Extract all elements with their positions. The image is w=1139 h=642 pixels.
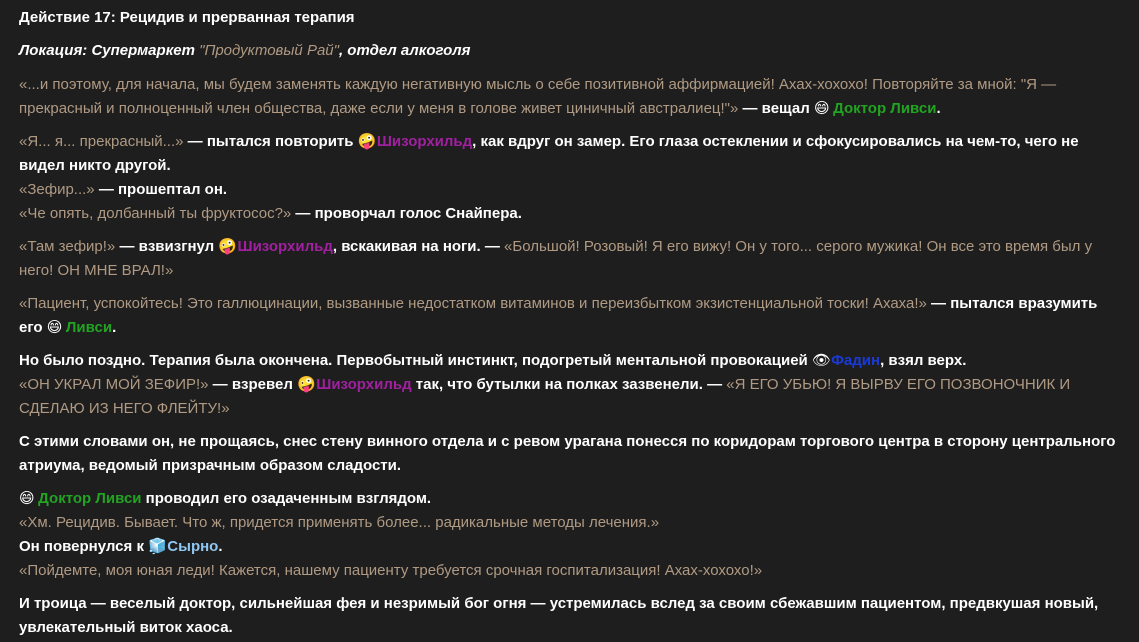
paragraph-4 bbox=[19, 292, 1125, 340]
location-label: Локация: Супермаркет bbox=[19, 42, 200, 59]
paragraph-7c bbox=[19, 535, 1125, 559]
zany-face-icon: 🤪 bbox=[357, 133, 377, 150]
narration: — пытался вразумить его bbox=[19, 295, 1098, 336]
narration: — взвизгнул bbox=[115, 238, 219, 255]
paragraph-5 bbox=[19, 349, 1125, 373]
eye-icon: 👁 bbox=[811, 352, 831, 369]
schizo-quote: «Большой! Розовый! Я его вижу! Он у того... серого мужика! Он все это время был у него! ОН МНЕ ВРАЛ!» bbox=[19, 238, 1093, 279]
narration: — вещал bbox=[738, 100, 814, 117]
schizo-quote: «Я... я... прекрасный...» bbox=[19, 133, 184, 150]
punct: . bbox=[218, 538, 223, 555]
ice-cube-icon: 🧊 bbox=[148, 538, 167, 555]
livsi-quote: «Пойдемте, моя юная леди! Кажется, нашему пациенту требуется срочная госпитализация! Ахах-хохохо!» bbox=[19, 562, 763, 579]
paragraph-3 bbox=[19, 235, 1125, 283]
name-fadin: Фадин bbox=[831, 352, 881, 369]
paragraph-1 bbox=[19, 73, 1125, 121]
chapter-title: Действие 17: Рецидив и прерванная терапия bbox=[19, 9, 355, 26]
narration: — пытался повторить bbox=[183, 133, 358, 150]
location-line bbox=[19, 39, 1125, 63]
narration: С этими словами он, не прощаясь, снес стену винного отдела и с ревом урагана понесся по коридорам торгового центра в сторону центрального атриума, ведомый призрачным образом сладости. bbox=[19, 433, 1116, 474]
name-livsi: Доктор Ливси bbox=[833, 100, 937, 117]
schizo-quote: «Там зефир!» bbox=[19, 238, 116, 255]
schizo-quote: «Я ЕГО УБЬЮ! Я ВЫРВУ ЕГО ПОЗВОНОЧНИК И СДЕЛАЮ ИЗ НЕГО ФЛЕЙТУ!» bbox=[19, 376, 1071, 417]
location-rest: , отдел алкоголя bbox=[338, 42, 471, 59]
paragraph-6 bbox=[19, 430, 1125, 478]
paragraph-8 bbox=[19, 592, 1125, 640]
narration: , взял верх. bbox=[880, 352, 967, 369]
location-place: "Продуктовый Рай" bbox=[199, 42, 339, 59]
narration: , вскакивая на ноги. — bbox=[332, 238, 505, 255]
livsi-quote: «Хм. Рецидив. Бывает. Что ж, придется применять более... радикальные методы лечения.» bbox=[19, 514, 660, 531]
narration: — прошептал он. bbox=[94, 181, 228, 198]
paragraph-7b bbox=[19, 511, 1125, 535]
name-livsi: Ливси bbox=[65, 319, 113, 336]
narration: , как вдруг он замер. Его глаза остеклении и сфокусировались на чем-то, чего не видел никто другой. bbox=[19, 133, 1079, 174]
sniper-quote: «Че опять, долбанный ты фруктосос?» bbox=[19, 205, 292, 222]
narration: так, что бутылки на полках зазвенели. — bbox=[411, 376, 727, 393]
narration: Он повернулся к bbox=[19, 538, 149, 555]
grin-icon: 😄 bbox=[19, 490, 35, 507]
narration: проводил его озадаченным взглядом. bbox=[141, 490, 432, 507]
name-schizo: Шизорхильд bbox=[376, 133, 473, 150]
name-schizo: Шизорхильд bbox=[237, 238, 333, 255]
schizo-quote: «Зефир...» bbox=[19, 181, 95, 198]
narration: Но было поздно. Терапия была окончена. Первобытный инстинкт, подогретый ментальной провокацией bbox=[19, 352, 812, 369]
livsi-quote: «...и поэтому, для начала, мы будем заменять каждую негативную мысль о себе позитивной аффирмацией! Ахах-хохохо! Повторяйте за мной: "Я — прекрасный и полноценный член общества, даже если у меня в голове живет циничный австралиец!"» bbox=[19, 76, 1057, 117]
paragraph-7d bbox=[19, 559, 1125, 583]
paragraph-7 bbox=[19, 487, 1125, 511]
punct: . bbox=[936, 100, 941, 117]
narration: — проворчал голос Снайпера. bbox=[291, 205, 522, 222]
zany-face-icon: 🤪 bbox=[297, 376, 316, 393]
zany-face-icon: 🤪 bbox=[218, 238, 238, 255]
name-schizo: Шизорхильд bbox=[316, 376, 412, 393]
name-syrno: Сырно bbox=[167, 538, 219, 555]
schizo-quote: «ОН УКРАЛ МОЙ ЗЕФИР!» bbox=[19, 376, 209, 393]
grin-icon: 😄 bbox=[46, 319, 63, 336]
narration: — взревел bbox=[208, 376, 298, 393]
name-livsi: Доктор Ливси bbox=[38, 490, 142, 507]
paragraph-2 bbox=[19, 130, 1125, 178]
paragraph-5b bbox=[19, 373, 1125, 421]
punct: . bbox=[112, 319, 117, 336]
grin-icon: 😄 bbox=[813, 100, 830, 117]
livsi-quote: «Пациент, успокойтесь! Это галлюцинации, вызванные недостатком витаминов и переизбытком экзистенциальной тоски! Ахаха!» bbox=[19, 295, 927, 312]
paragraph-2b bbox=[19, 178, 1125, 202]
paragraph-2c bbox=[19, 202, 1125, 226]
narration: И троица — веселый доктор, сильнейшая фея и незримый бог огня — устремилась вслед за своим сбежавшим пациентом, предвкушая новый, увлекательный виток хаоса. bbox=[19, 595, 1099, 636]
